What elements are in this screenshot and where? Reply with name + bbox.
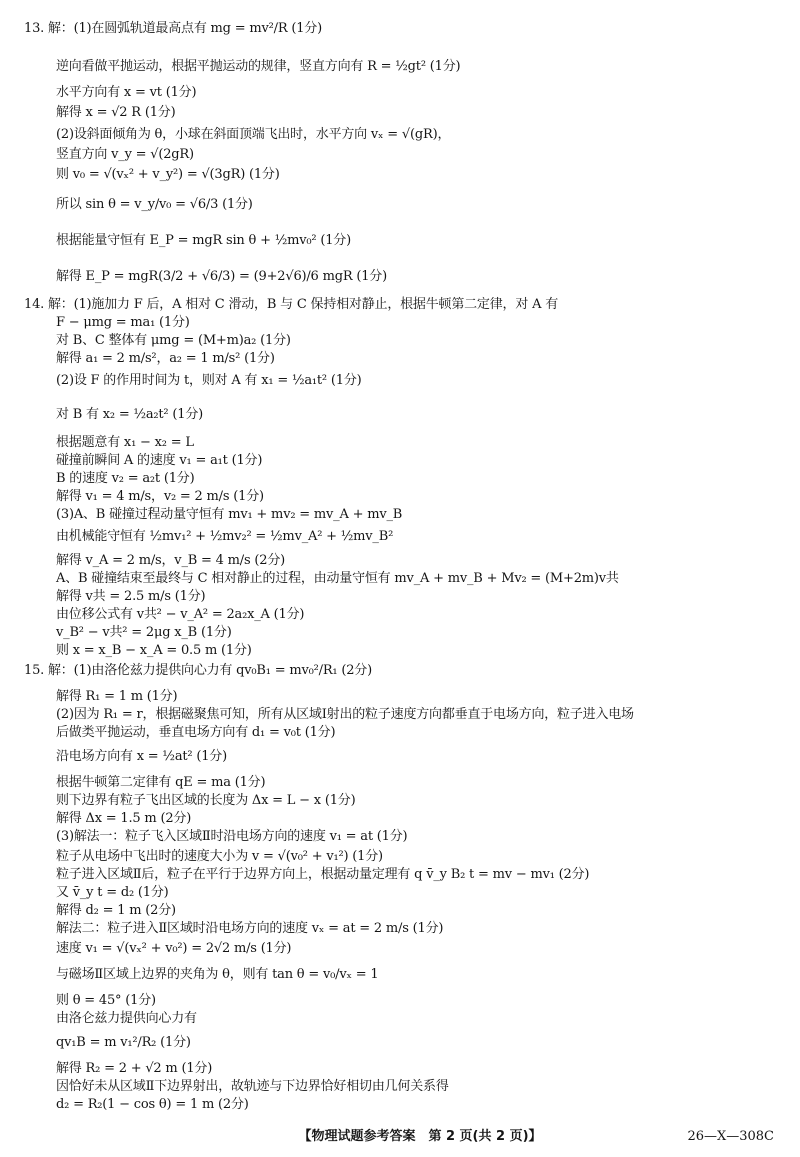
q15-step: 解法二：粒子进入Ⅱ区域时沿电场方向的速度 vₓ = at = 2 m/s (1分) <box>56 921 444 936</box>
q15-step: 解得 R₁ = 1 m (1分) <box>56 689 178 704</box>
q15-step: (2)因为 R₁ = r，根据磁聚焦可知，所有从区域Ⅰ射出的粒子速度方向都垂直于电场方向，粒子进入电场 <box>56 707 634 722</box>
q14-step: 解得 a₁ = 2 m/s²，a₂ = 1 m/s² (1分) <box>56 351 275 366</box>
q15-step: 则 θ = 45° (1分) <box>56 993 156 1008</box>
q15-step: 解得 Δx = 1.5 m (2分) <box>56 811 192 826</box>
q15-step: (3)解法一：粒子飞入区域Ⅱ时沿电场方向的速度 v₁ = at (1分) <box>56 829 408 844</box>
q13-step: 水平方向有 x = vt (1分) <box>56 85 197 100</box>
q15-step: 粒子从电场中飞出时的速度大小为 v = √(v₀² + v₁²) (1分) <box>56 849 383 864</box>
q13-step: 逆向看做平抛运动，根据平抛运动的规律，竖直方向有 R = ½gt² (1分) <box>56 59 461 74</box>
q13-step: (2)设斜面倾角为 θ，小球在斜面顶端飞出时，水平方向 vₓ = √(gR)， <box>56 127 451 142</box>
q15-step: 速度 v₁ = √(vₓ² + v₀²) = 2√2 m/s (1分) <box>56 941 292 956</box>
q14-step: 解得 v_A = 2 m/s，v_B = 4 m/s (2分) <box>56 553 285 568</box>
q15-step: 由洛仑兹力提供向心力有 <box>56 1011 197 1026</box>
document-code: 26—X—308C <box>687 1129 774 1144</box>
q14-step: 解得 v共 = 2.5 m/s (1分) <box>56 589 206 604</box>
q15-step: 与磁场Ⅱ区域上边界的夹角为 θ，则有 tan θ = v₀/vₓ = 1 <box>56 967 379 982</box>
q14-step: 碰撞前瞬间 A 的速度 v₁ = a₁t (1分) <box>56 453 263 468</box>
q13-step: 根据能量守恒有 E_P = mgR sin θ + ½mv₀² (1分) <box>56 233 351 248</box>
q14-step: v_B² − v共² = 2μg x_B (1分) <box>56 625 232 640</box>
q13-step: 则 v₀ = √(vₓ² + v_y²) = √(3gR) (1分) <box>56 167 280 182</box>
q14-step: B 的速度 v₂ = a₂t (1分) <box>56 471 195 486</box>
q15-header: 15. 解：(1)由洛伦兹力提供向心力有 qv₀B₁ = mv₀²/R₁ (2分) <box>24 663 372 678</box>
q15-step: 因恰好未从区域Ⅱ下边界射出，故轨迹与下边界恰好相切由几何关系得 <box>56 1079 449 1094</box>
q13-step: 解得 E_P = mgR(3/2 + √6/3) = (9+2√6)/6 mgR (1分) <box>56 269 387 284</box>
q14-step: 由位移公式有 v共² − v_A² = 2a₂x_A (1分) <box>56 607 305 622</box>
q14-step: 解得 v₁ = 4 m/s，v₂ = 2 m/s (1分) <box>56 489 264 504</box>
q14-step: F − μmg = ma₁ (1分) <box>56 315 190 330</box>
q15-step: 后做类平抛运动，垂直电场方向有 d₁ = v₀t (1分) <box>56 725 336 740</box>
q14-step: 由机械能守恒有 ½mv₁² + ½mv₂² = ½mv_A² + ½mv_B² <box>56 529 394 544</box>
q13-step: 竖直方向 v_y = √(2gR) <box>56 147 194 162</box>
q13-header: 13. 解：(1)在圆弧轨道最高点有 mg = mv²/R (1分) <box>24 21 322 36</box>
q14-header: 14. 解：(1)施加力 F 后，A 相对 C 滑动，B 与 C 保持相对静止，根据牛顿第二定律，对 A 有 <box>24 297 558 312</box>
q15-step: d₂ = R₂(1 − cos θ) = 1 m (2分) <box>56 1097 249 1112</box>
q14-step: (2)设 F 的作用时间为 t，则对 A 有 x₁ = ½a₁t² (1分) <box>56 373 362 388</box>
q14-step: (3)A、B 碰撞过程动量守恒有 mv₁ + mv₂ = mv_A + mv_B <box>56 507 403 522</box>
q15-step: 解得 d₂ = 1 m (2分) <box>56 903 176 918</box>
q15-step: 粒子进入区域Ⅱ后，粒子在平行于边界方向上，根据动量定理有 q v̄_y B₂ t = mv − mv₁ (2分) <box>56 867 590 882</box>
q14-step: 则 x = x_B − x_A = 0.5 m (1分) <box>56 643 252 658</box>
q15-step: 解得 R₂ = 2 + √2 m (1分) <box>56 1061 213 1076</box>
page-footer <box>0 1128 800 1146</box>
q14-step: A、B 碰撞结束至最终与 C 相对静止的过程，由动量守恒有 mv_A + mv_B + Mv₂ = (M+2m)v共 <box>56 571 619 586</box>
q15-step: 根据牛顿第二定律有 qE = ma (1分) <box>56 775 266 790</box>
q13-step: 所以 sin θ = v_y/v₀ = √6/3 (1分) <box>56 197 253 212</box>
q14-step: 对 B、C 整体有 μmg = (M+m)a₂ (1分) <box>56 333 291 348</box>
q15-step: 又 v̄_y t = d₂ (1分) <box>56 885 169 900</box>
q13-step: 解得 x = √2 R (1分) <box>56 105 176 120</box>
q14-step: 对 B 有 x₂ = ½a₂t² (1分) <box>56 407 203 422</box>
q15-step: qv₁B = m v₁²/R₂ (1分) <box>56 1035 191 1050</box>
footer-title: 【物理试题参考答案 第 2 页(共 2 页)】 <box>298 1129 542 1144</box>
q15-step: 沿电场方向有 x = ½at² (1分) <box>56 749 227 764</box>
q14-step: 根据题意有 x₁ − x₂ = L <box>56 435 194 450</box>
q15-step: 则下边界有粒子飞出区域的长度为 Δx = L − x (1分) <box>56 793 356 808</box>
